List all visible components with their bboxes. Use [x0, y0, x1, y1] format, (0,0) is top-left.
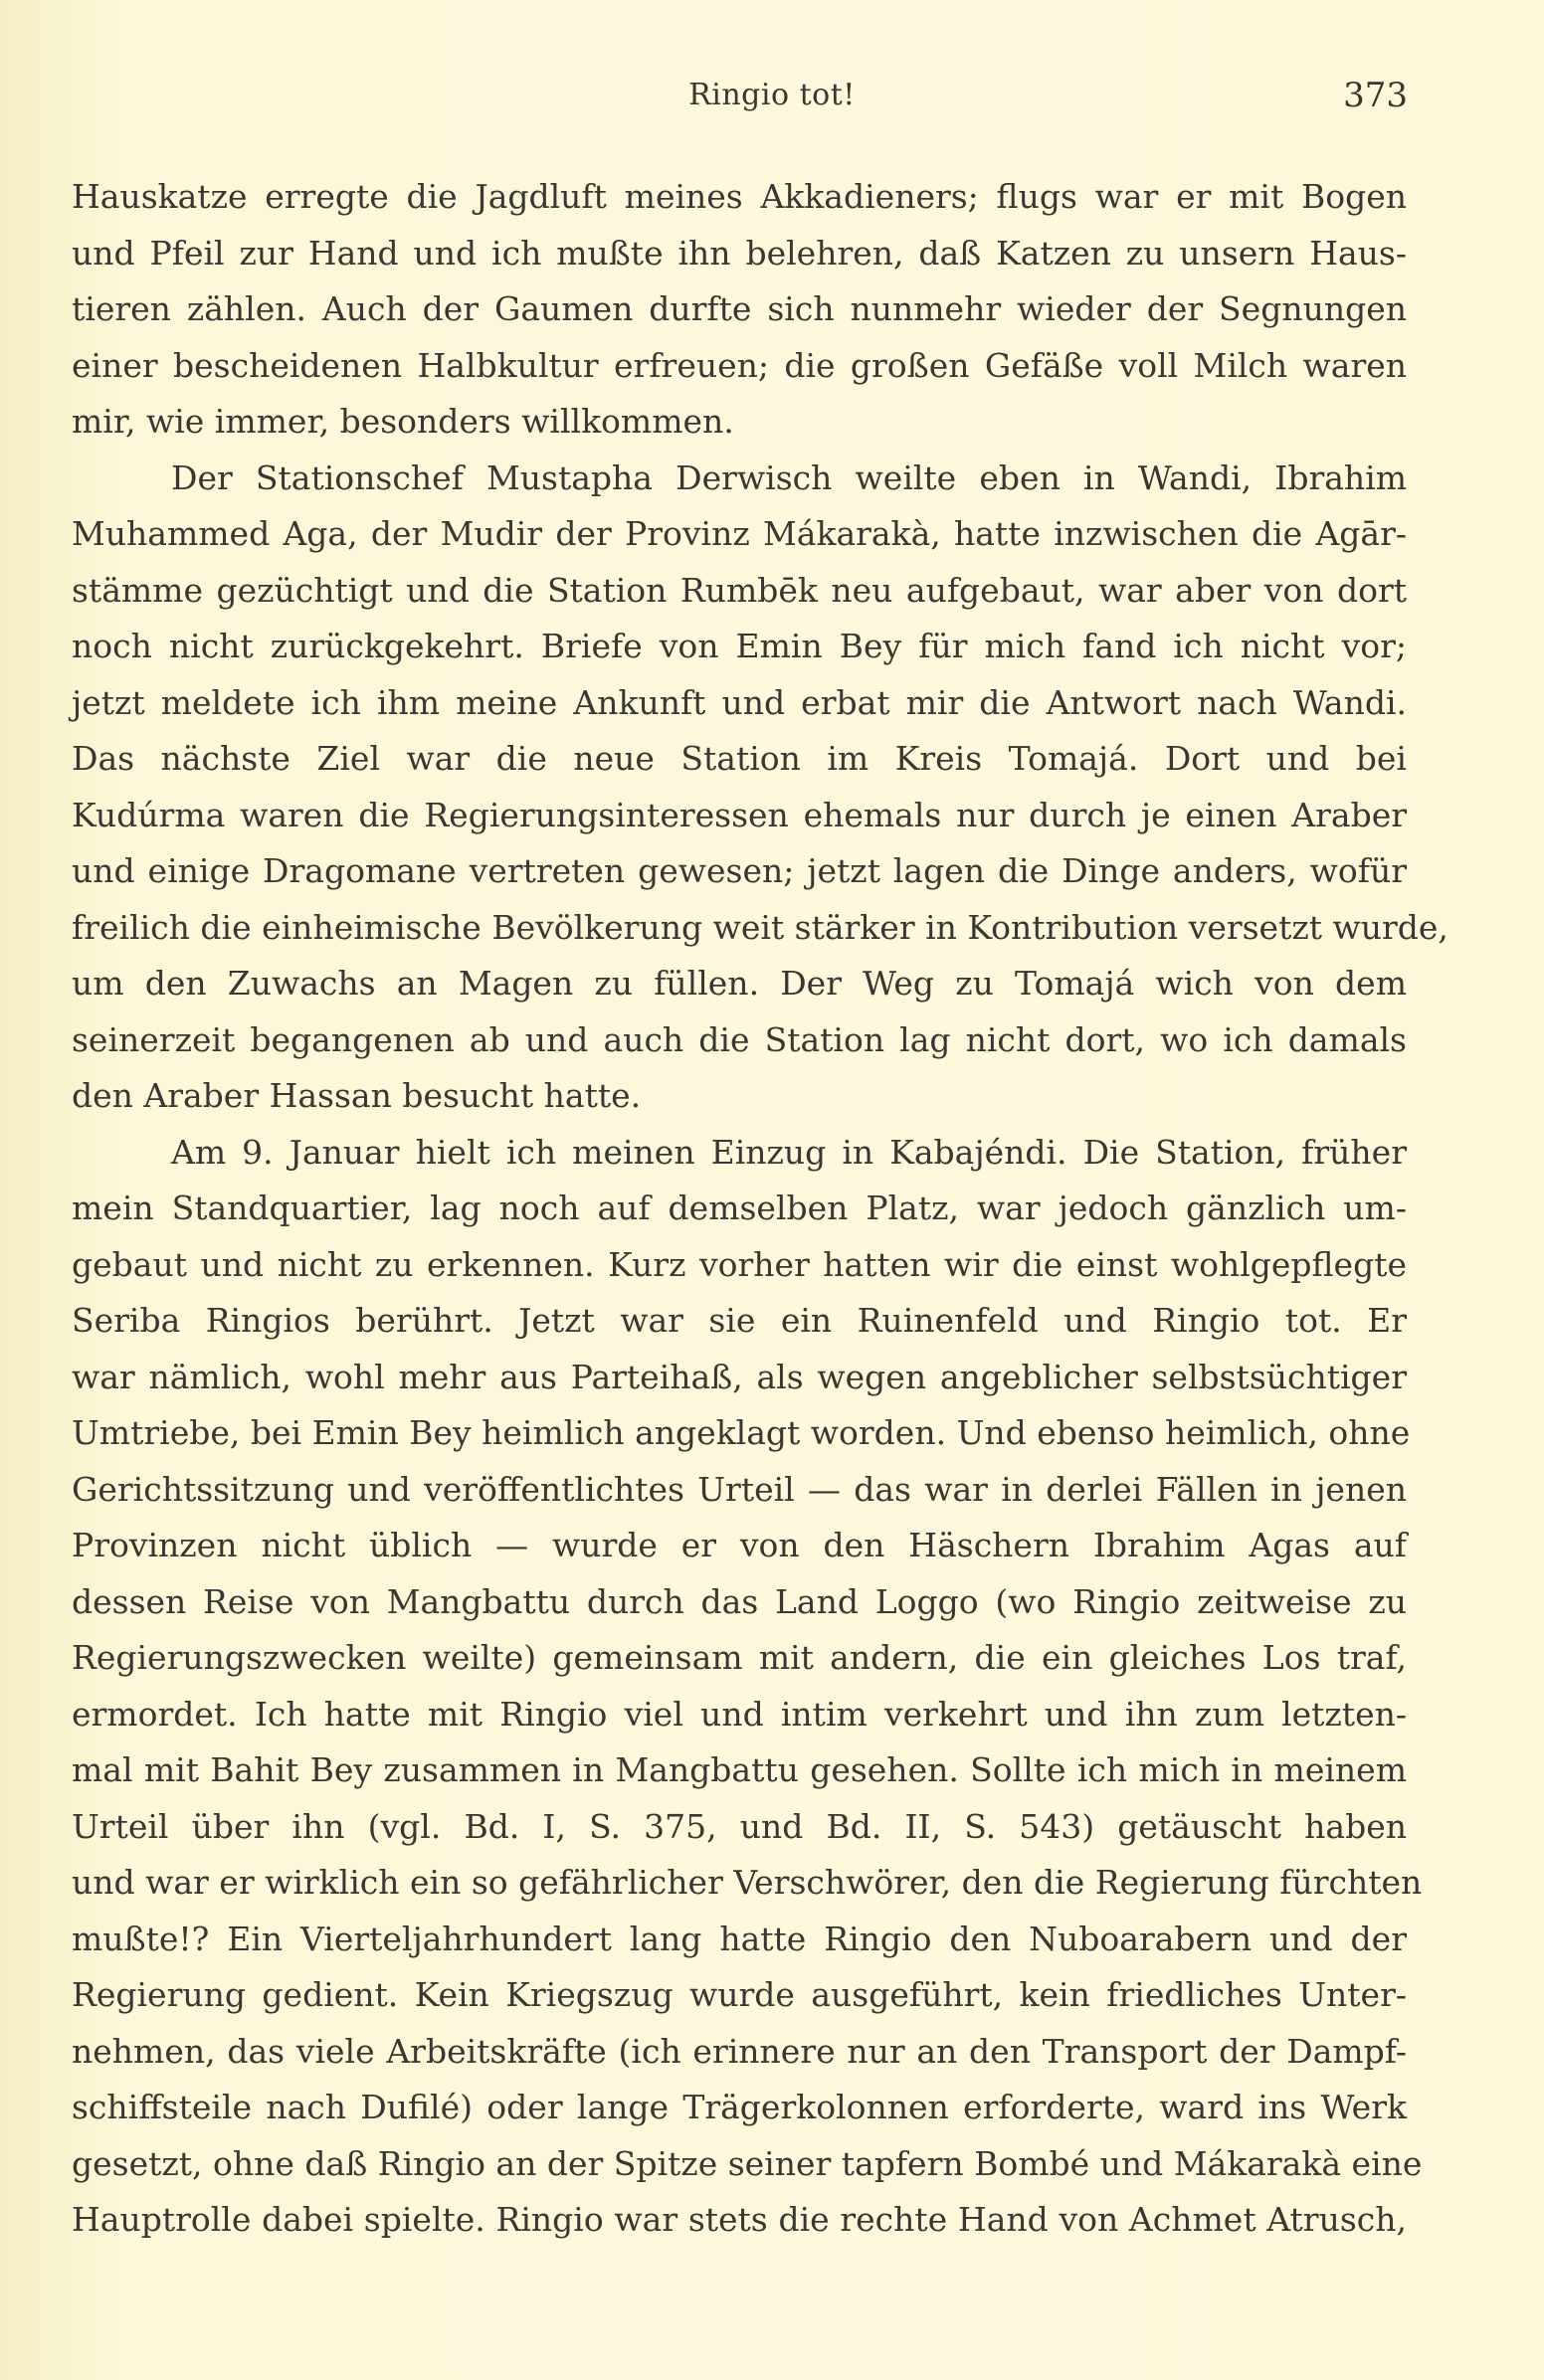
text-line: dessen Reise von Mangbattu durch das Land Loggo (wo Ringio zeitweise zu	[72, 1581, 1407, 1621]
text-line: mir, wie immer, besonders willkommen.	[72, 402, 734, 441]
running-head	[0, 78, 1544, 127]
text-line: Regierung gedient. Kein Kriegszug wurde ausgeführt, kein friedliches Unter-	[72, 1975, 1407, 2014]
text-line: ermordet. Ich hatte mit Ringio viel und intim verkehrt und ihn zum letzten-	[72, 1694, 1407, 1734]
text-line: einer bescheidenen Halbkultur erfreuen; die großen Gefäße voll Milch waren	[72, 345, 1407, 385]
text-line: und Pfeil zur Hand und ich mußte ihn belehren, daß Katzen zu unsern Haus-	[72, 233, 1407, 273]
text-line: stämme gezüchtigt und die Station Rumbēk neu aufgebaut, war aber von dort	[72, 570, 1407, 610]
text-line: Seriba Ringios berührt. Jetzt war sie ein Ruinenfeld und Ringio tot. Er	[72, 1301, 1407, 1340]
text-line: Umtriebe, bei Emin Bey heimlich angeklagt worden. Und ebenso heimlich, ohne	[72, 1413, 1411, 1452]
text-line: und einige Dragomane vertreten gewesen; jetzt lagen die Dinge anders, wofür	[72, 851, 1407, 890]
text-line: gebaut und nicht zu erkennen. Kurz vorher hatten wir die einst wohlgepflegte	[72, 1244, 1407, 1284]
text-line: tieren zählen. Auch der Gaumen durfte sich nunmehr wieder der Segnungen	[72, 289, 1407, 328]
text-line: war nämlich, wohl mehr aus Parteihaß, als wegen angeblicher selbstsüchtiger	[72, 1357, 1407, 1396]
text-line: Hauptrolle dabei spielte. Ringio war stets die rechte Hand von Achmet Atrusch,	[72, 2200, 1407, 2239]
text-line: Regierungszwecken weilte) gemeinsam mit andern, die ein gleiches Los traf,	[72, 1638, 1407, 1677]
text-line: Urteil über ihn (vgl. Bd. I, S. 375, und Bd. II, S. 543) getäuscht haben	[72, 1806, 1407, 1846]
text-line: freilich die einheimische Bevölkerung weit stärker in Kontribution versetzt wurde,	[72, 907, 1448, 947]
text-line: Gerichtssitzung und veröffentlichtes Urteil — das war in derlei Fällen in jenen	[72, 1469, 1407, 1509]
body-text	[72, 169, 1448, 2249]
page-number: 373	[1343, 76, 1408, 115]
text-line: Das nächste Ziel war die neue Station im Kreis Tomajá. Dort und bei	[72, 739, 1407, 778]
text-line: Provinzen nicht üblich — wurde er von den Häschern Ibrahim Agas auf	[72, 1526, 1407, 1564]
text-line: den Araber Hassan besucht hatte.	[72, 1076, 642, 1115]
text-line: gesetzt, ohne daß Ringio an der Spitze seiner tapfern Bombé und Mákarakà eine	[72, 2143, 1423, 2183]
text-line: und war er wirklich ein so gefährlicher Verschwörer, den die Regierung fürchten	[72, 1863, 1423, 1902]
text-line: seinerzeit begangenen ab und auch die Station lag nicht dort, wo ich damals	[72, 1019, 1407, 1059]
chapter-title: Ringio tot!	[688, 78, 856, 112]
text-line: schiffsteile nach Dufilé) oder lange Trägerkolonnen erforderte, ward ins Werk	[72, 2088, 1407, 2126]
text-line: um den Zuwachs an Magen zu füllen. Der Weg zu Tomajá wich von dem	[72, 964, 1407, 1003]
text-line: nehmen, das viele Arbeitskräfte (ich erinnere nur an den Transport der Dampf-	[72, 2031, 1407, 2071]
text-line: noch nicht zurückgekehrt. Briefe von Emin Bey für mich fand ich nicht vor;	[72, 627, 1407, 665]
text-line: Hauskatze erregte die Jagdluft meines Akkadieners; flugs war er mit Bogen	[72, 177, 1407, 216]
text-line: mal mit Bahit Bey zusammen in Mangbattu gesehen. Sollte ich mich in meinem	[72, 1750, 1407, 1789]
text-line: jetzt meldete ich ihm meine Ankunft und erbat mir die Antwort nach Wandi.	[72, 682, 1407, 722]
text-line: Muhammed Aga, der Mudir der Provinz Mákarakà, hatte inzwischen die Agār-	[72, 514, 1407, 553]
text-line: mein Standquartier, lag noch auf demselben Platz, war jedoch gänzlich um-	[72, 1189, 1407, 1227]
text-line: Kudúrma waren die Regierungsinteressen ehemals nur durch je einen Araber	[72, 795, 1407, 834]
text-line: mußte!? Ein Vierteljahrhundert lang hatte Ringio den Nuboarabern und der	[72, 1919, 1407, 1958]
text-line: Am 9. Januar hielt ich meinen Einzug in Kabajéndi. Die Station, früher	[171, 1132, 1407, 1172]
text-line: Der Stationschef Mustapha Derwisch weilte eben in Wandi, Ibrahim	[171, 458, 1407, 497]
